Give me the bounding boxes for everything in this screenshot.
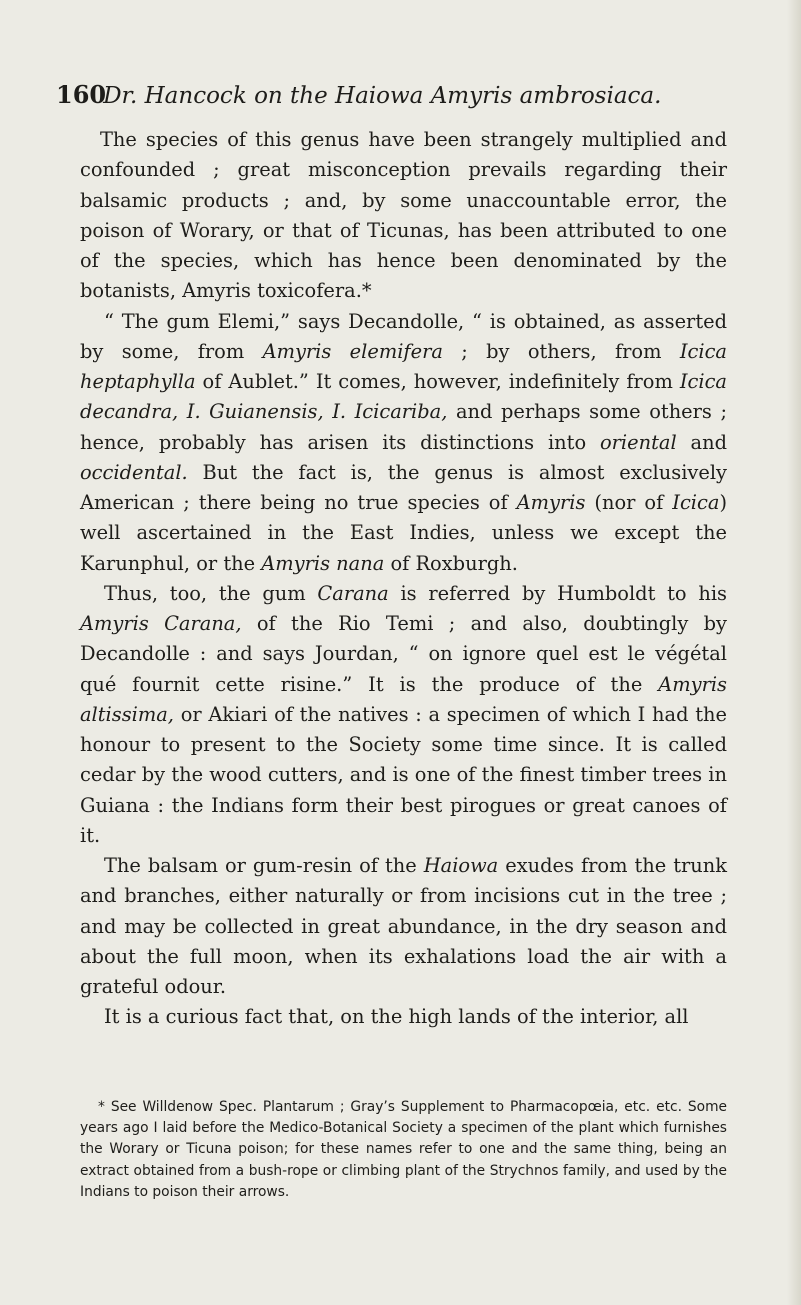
text-run: or Akiari of the natives : a specimen of which I had the honour to present to the Society some time since. It is called cedar by the wood cutters, and is one of the finest timber trees in Guiana : the Indians form their best pirogues or great canoes of it. bbox=[80, 702, 727, 847]
italic-term: Icica decandra, I. Guianensis, I. Icicariba, bbox=[80, 370, 727, 424]
text-run: (nor of bbox=[585, 491, 673, 514]
text-run: “ The gum Elemi,” says Decandolle, “ is obtained, as asserted by some, from bbox=[80, 309, 727, 363]
page-number: 160 bbox=[56, 80, 107, 109]
paragraph bbox=[80, 851, 727, 1002]
page-header bbox=[56, 80, 756, 114]
italic-term: Amyris altissima, bbox=[80, 672, 727, 726]
text-run: Thus, too, the gum bbox=[104, 581, 318, 605]
text-run: It is a curious fact that, on the high lands of the interior, all bbox=[104, 1005, 689, 1029]
text-run: and perhaps some others ; hence, probably has arisen its distinctions into bbox=[80, 400, 727, 454]
text-run: of Roxburgh. bbox=[384, 551, 518, 575]
text-run: The species of this genus have been strangely multiplied and confounded ; great misconception prevails regarding their balsamic products ; and, by some unaccountable error, the poison of Worary, or that of Ticunas, has been attributed to one of the species, which has hence been denominated by the botanists, Amyris toxicofera.* bbox=[80, 128, 727, 303]
text-run: exudes from the trunk and branches, either naturally or from incisions cut in the tree ; and may be collected in great abundance, in the dry season and about the full moon, when its exhalations load the air with a grateful odour. bbox=[80, 854, 727, 998]
text-run: ; by others, from bbox=[442, 339, 680, 363]
page-edge-shadow bbox=[787, 0, 801, 1305]
body-text bbox=[80, 125, 727, 1033]
text-run: ) well ascertained in the East Indies, unless we except the Karunphul, or the bbox=[80, 491, 728, 575]
italic-term: Haiowa bbox=[423, 854, 499, 877]
running-title: Dr. Hancock on the Haiowa Amyris ambrosiaca. bbox=[103, 83, 662, 109]
italic-term: Carana bbox=[317, 581, 389, 605]
text-run: is referred by Humboldt to his bbox=[388, 581, 727, 605]
text-run: But the fact is, the genus is almost exclusively American ; there being no true species of bbox=[80, 460, 727, 514]
footnote-text: * See Willdenow Spec. Plantarum ; Gray’s Supplement to Pharmacopœia, etc. etc. Some years ago I laid before the Medico-Botanical Society a specimen of the plant which furnishes the Worary or Ticuna poison; for these names refer to one and the same thing, being an extract obtained from a bush-rope or climbing plant of the Strychnos family, and used by the Indians to poison their arrows. bbox=[80, 1099, 727, 1200]
text-run: of Aublet.” It comes, however, indefinitely from bbox=[195, 370, 680, 393]
text-run: of the Rio Temi ; and also, doubtingly by Decandolle : and says Jourdan, “ on ignore quel est le végétal qué fournit cette risine.” It is the produce of the bbox=[80, 612, 728, 696]
paragraph bbox=[80, 579, 727, 851]
italic-term: Amyris elemifera bbox=[262, 339, 443, 363]
italic-term: Amyris Carana, bbox=[80, 612, 242, 635]
italic-term: Icica bbox=[672, 491, 720, 514]
italic-term: Icica heptaphylla bbox=[80, 339, 727, 393]
paragraph bbox=[80, 1002, 727, 1032]
italic-term: Amyris nana bbox=[261, 551, 385, 575]
paragraph bbox=[80, 125, 727, 307]
italic-term: oriental bbox=[599, 430, 677, 454]
paragraph bbox=[80, 307, 727, 579]
footnote bbox=[80, 1097, 727, 1203]
text-run: and bbox=[676, 430, 727, 454]
italic-term: occidental. bbox=[80, 460, 188, 484]
italic-term: Amyris bbox=[516, 491, 586, 514]
text-run: The balsam or gum-resin of the bbox=[104, 854, 424, 877]
